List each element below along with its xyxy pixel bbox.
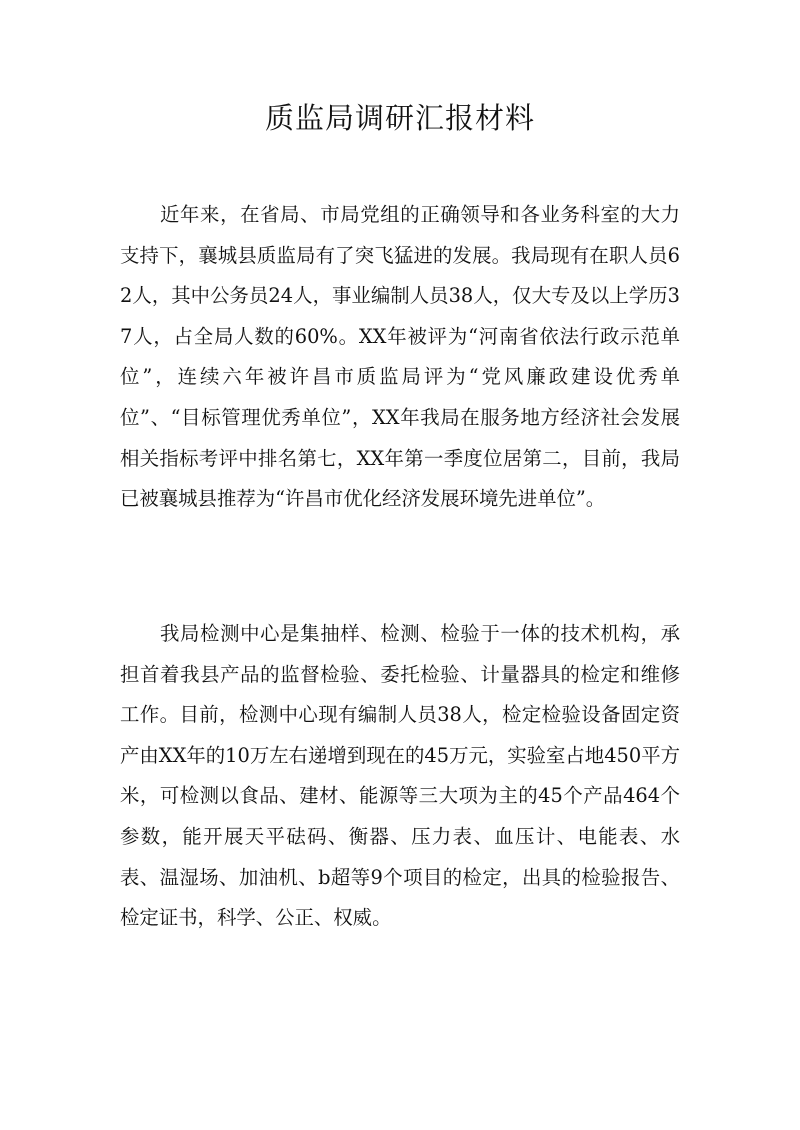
- document-title: 质监局调研汇报材料: [264, 101, 535, 135]
- paragraph-testing-center: 我局检测中心是集抽样、检测、检验于一体的技术机构，承担首着我县产品的监督检验、委托检验、计量器具的检定和维修工作。目前，检测中心现有编制人员38人，检定检验设备固定资产由XX年的10万左右递增到现在的45万元，实验室占地450平方米，可检测以食品、建材、能源等三大项为主的45个产品464个参数，能开展天平砝码、衡器、压力表、血压计、电能表、水表、温湿场、加油机、b超等9个项目的检定，出具的检验报告、检定证书，科学、公正、权威。: [120, 622, 680, 930]
- paragraph-overview: 近年来，在省局、市局党组的正确领导和各业务科室的大力支持下，襄城县质监局有了突飞猛进的发展。我局现有在职人员62人，其中公务员24人，事业编制人员38人，仅大专及以上学历37人，占全局人数的60%。XX年被评为“河南省依法行政示范单位”，连续六年被许昌市质监局评为“党风廉政建设优秀单位”、“目标管理优秀单位”，XX年我局在服务地方经济社会发展相关指标考评中排名第七，XX年第一季度位居第二，目前，我局已被襄城县推荐为“许昌市优化经济发展环境先进单位”。: [120, 203, 680, 511]
